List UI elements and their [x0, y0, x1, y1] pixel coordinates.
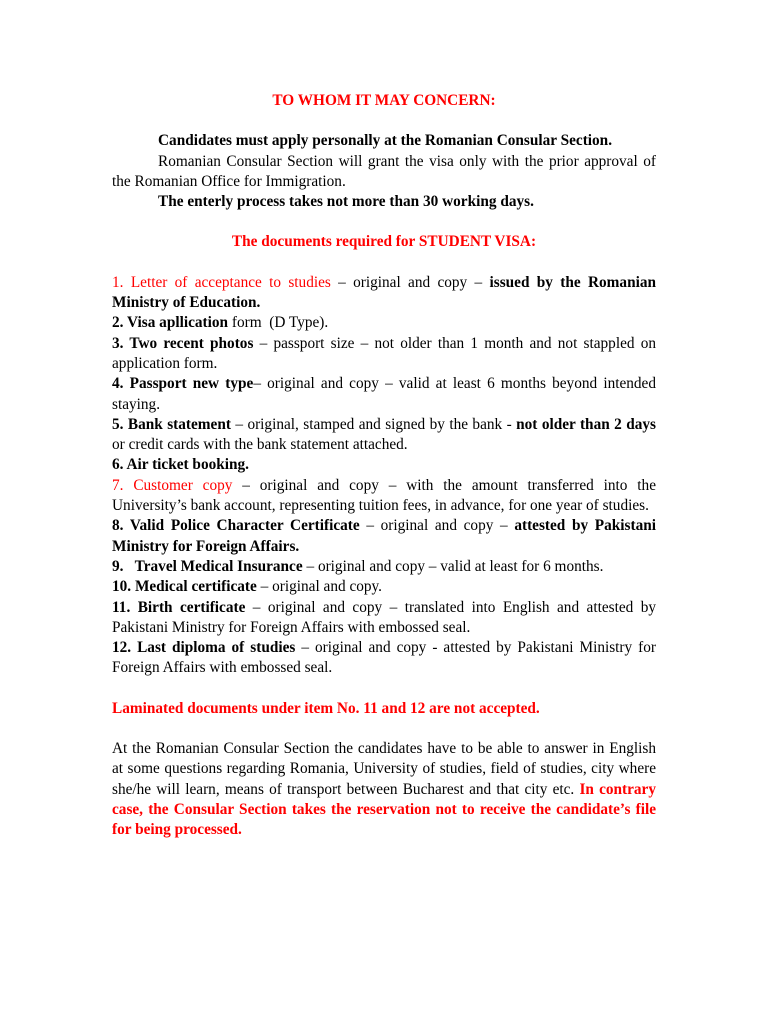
closing-warning: In contrary case, the Consular Section takes the reservation not to receive the candidate’s file for being processed. — [112, 780, 656, 839]
item-lead: 10. Medical certificate — [112, 578, 257, 596]
documents-heading: The documents required for STUDENT VISA: — [231, 233, 537, 251]
item-lead: 7. Customer copy — [112, 476, 233, 494]
item-lead: 5. Bank statement — [112, 415, 231, 433]
intro-paragraph-duration: The enterly process takes not more than 30 working days. — [158, 193, 534, 211]
item-text: – original and copy - attested by Pakistani Ministry for Foreign Affairs with embossed seal. — [112, 639, 656, 677]
intro-paragraph-apply: Candidates must apply personally at the Romanian Consular Section. — [158, 132, 613, 150]
item-text: or credit cards with the bank statement attached. — [112, 436, 408, 454]
list-item-acceptance-letter — [112, 273, 656, 314]
list-item-air-ticket: 6. Air ticket booking. — [112, 456, 249, 474]
list-item-diploma — [112, 638, 656, 679]
list-item-medical-insurance — [112, 557, 656, 577]
item-lead: Letter of acceptance to studies — [130, 273, 331, 291]
list-item-birth-certificate — [112, 598, 656, 639]
closing-paragraph — [112, 739, 656, 840]
document-title: TO WHOM IT MAY CONCERN: — [272, 92, 496, 109]
item-lead: 9. Travel Medical Insurance — [112, 557, 303, 575]
item-lead: 11. Birth certificate — [112, 598, 246, 616]
item-text: – original and copy – — [330, 273, 490, 291]
item-text: – passport size – not older than 1 month and not stappled on application form. — [112, 334, 656, 372]
documents-list — [112, 273, 656, 679]
list-item-customer-copy — [112, 476, 656, 517]
item-lead: 4. Passport new type — [112, 375, 254, 393]
item-emphasis: not older than 2 days — [516, 415, 656, 433]
item-lead: 8. Valid Police Character Certificate — [112, 517, 360, 535]
list-item-bank-statement — [112, 415, 656, 456]
closing-text: At the Romanian Consular Section the candidates have to be able to answer in English at some questions regarding Romania, University of studies, field of studies, city where she/he will learn, means of transport between Bucharest and that city etc. — [112, 740, 656, 798]
item-text: – original, stamped and signed by the bank - — [230, 415, 517, 433]
list-item-photos — [112, 334, 656, 375]
list-item-police-certificate — [112, 516, 656, 557]
item-text: – original and copy – — [359, 517, 515, 535]
item-text: – original and copy. — [256, 578, 383, 596]
laminated-note: Laminated documents under item No. 11 and 12 are not accepted. — [112, 699, 540, 717]
item-lead: 12. Last diploma of studies — [112, 639, 296, 657]
item-emphasis: attested by Pakistani Ministry for Foreign Affairs. — [112, 517, 656, 555]
item-text: – original and copy – translated into English and attested by Pakistani Ministry for Foreign Affairs with embossed seal. — [112, 598, 656, 636]
list-item-visa-application — [112, 313, 656, 333]
list-item-medical-certificate — [112, 577, 656, 597]
document-page — [112, 91, 656, 841]
list-item-passport — [112, 374, 656, 415]
item-text: – original and copy – valid at least 6 months beyond intended staying. — [112, 375, 656, 413]
item-text: – original and copy – with the amount transferred into the University’s bank account, representing tuition fees, in advance, for one year of studies. — [112, 476, 656, 515]
item-text: – original and copy – valid at least for 6 months. — [302, 557, 604, 575]
item-text: form (D Type). — [228, 314, 329, 332]
item-number: 1. — [112, 273, 124, 291]
item-lead: 3. Two recent photos — [112, 334, 254, 352]
item-lead: 2. Visa apllication — [112, 314, 229, 332]
item-emphasis: issued by the Romanian Ministry of Education. — [112, 273, 656, 312]
intro-paragraph-approval: Romanian Consular Section will grant the visa only with the prior approval of the Romanian Office for Immigration. — [112, 152, 656, 190]
